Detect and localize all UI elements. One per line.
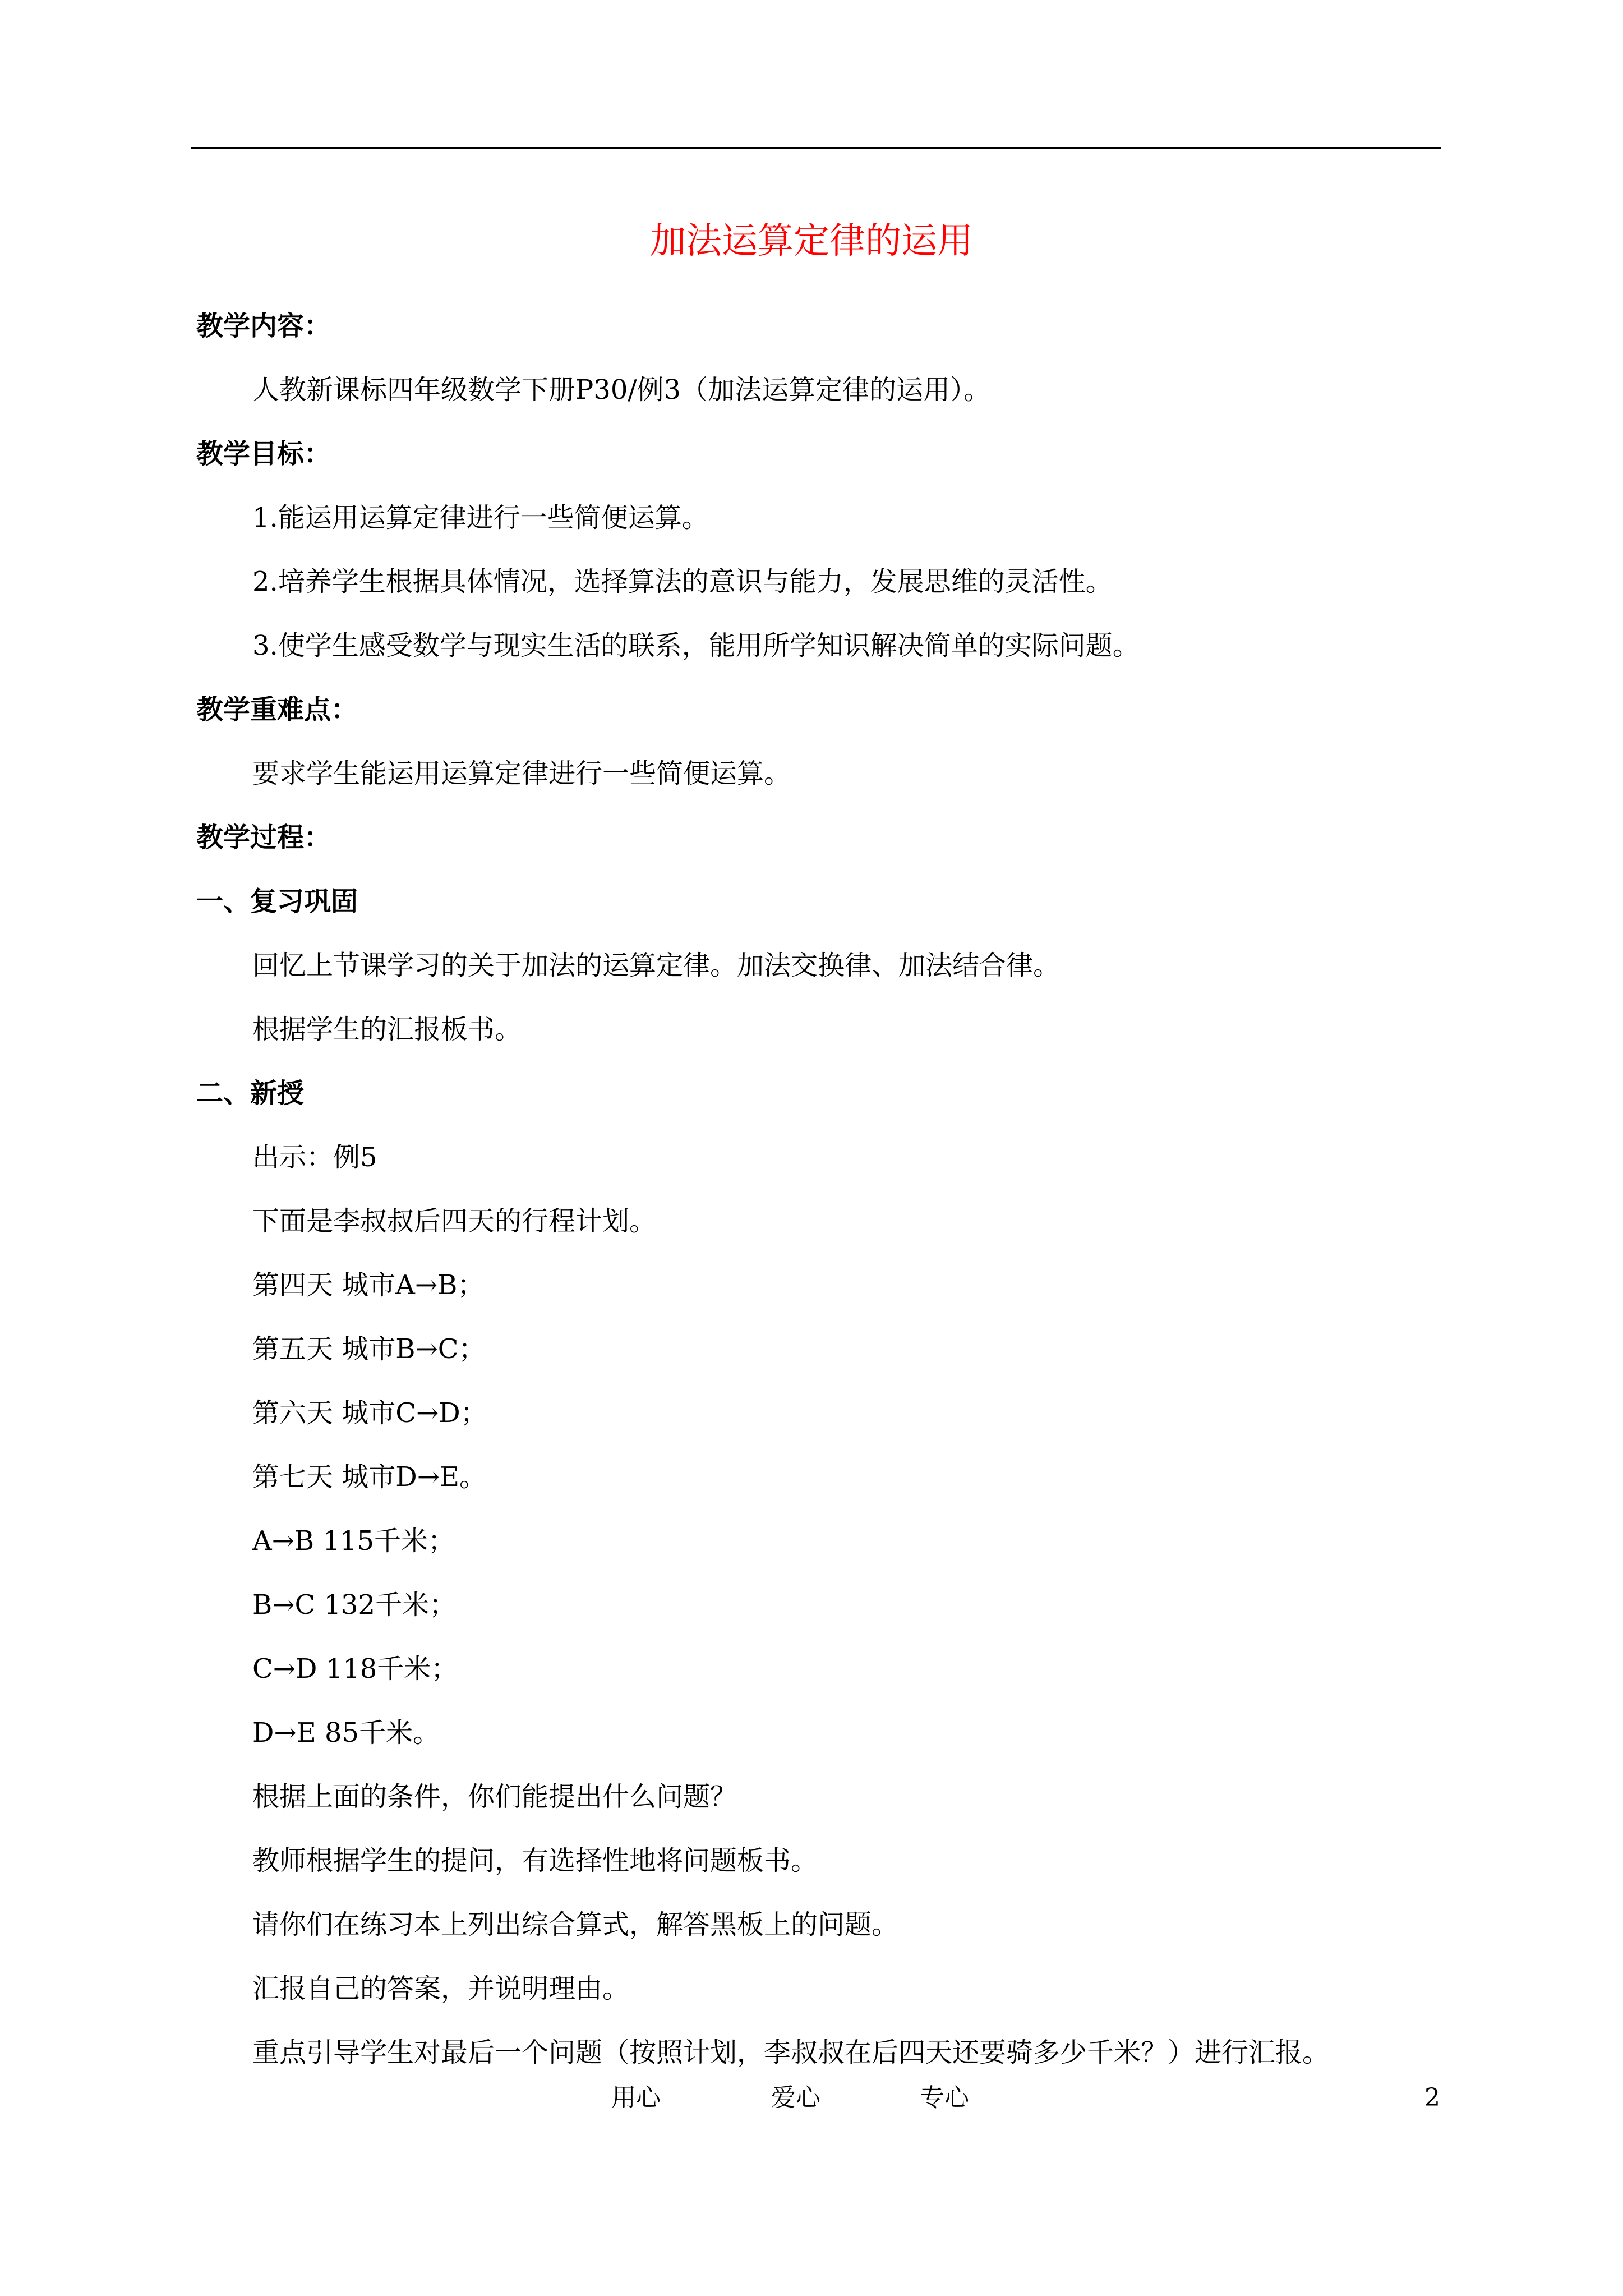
paragraph: 第四天 城市A→B； <box>252 1269 485 1301</box>
header-rule <box>191 147 1441 149</box>
paragraph: C→D 118千米； <box>252 1653 458 1685</box>
paragraph: 人教新课标四年级数学下册P30/例3（加法运算定律的运用）。 <box>252 374 991 406</box>
paragraph: 回忆上节课学习的关于加法的运算定律。加法交换律、加法结合律。 <box>252 950 1061 981</box>
footer-word-2: 爱心 <box>771 2083 820 2112</box>
paragraph: 出示：例5 <box>252 1142 377 1173</box>
section-heading: 二、新授 <box>196 1078 305 1109</box>
footer-word-1: 用心 <box>611 2083 661 2112</box>
paragraph: 汇报自己的答案，并说明理由。 <box>252 1973 630 2004</box>
paragraph: A→B 115千米； <box>252 1525 455 1557</box>
paragraph: B→C 132千米； <box>252 1589 457 1621</box>
paragraph: 要求学生能运用运算定律进行一些简便运算。 <box>252 758 791 789</box>
page-number: 2 <box>1424 2083 1440 2112</box>
section-heading: 一、复习巩固 <box>196 886 358 917</box>
section-heading: 教学目标： <box>196 438 331 470</box>
section-heading: 教学内容： <box>196 310 331 342</box>
paragraph: 根据上面的条件，你们能提出什么问题？ <box>252 1781 737 1812</box>
paragraph: 根据学生的汇报板书。 <box>252 1014 522 1045</box>
section-heading: 教学重难点： <box>196 694 358 725</box>
paragraph: 教师根据学生的提问，有选择性地将问题板书。 <box>252 1845 818 1876</box>
paragraph: 第七天 城市D→E。 <box>252 1461 487 1493</box>
paragraph: 3.使学生感受数学与现实生活的联系，能用所学知识解决简单的实际问题。 <box>252 630 1140 661</box>
document-title: 加法运算定律的运用 <box>650 220 973 262</box>
paragraph: 下面是李叔叔后四天的行程计划。 <box>252 1205 657 1237</box>
paragraph: 重点引导学生对最后一个问题（按照计划，李叔叔在后四天还要骑多少千米？）进行汇报。 <box>252 2037 1330 2068</box>
paragraph: 2.培养学生根据具体情况，选择算法的意识与能力，发展思维的灵活性。 <box>252 566 1113 597</box>
footer-word-3: 专心 <box>920 2083 969 2112</box>
paragraph: D→E 85千米。 <box>252 1717 440 1749</box>
section-heading: 教学过程： <box>196 822 331 853</box>
paragraph: 第五天 城市B→C； <box>252 1333 486 1365</box>
document-body <box>196 294 1441 2085</box>
paragraph: 1.能运用运算定律进行一些简便运算。 <box>252 502 709 533</box>
paragraph: 请你们在练习本上列出综合算式，解答黑板上的问题。 <box>252 1909 899 1940</box>
paragraph: 第六天 城市C→D； <box>252 1397 487 1429</box>
